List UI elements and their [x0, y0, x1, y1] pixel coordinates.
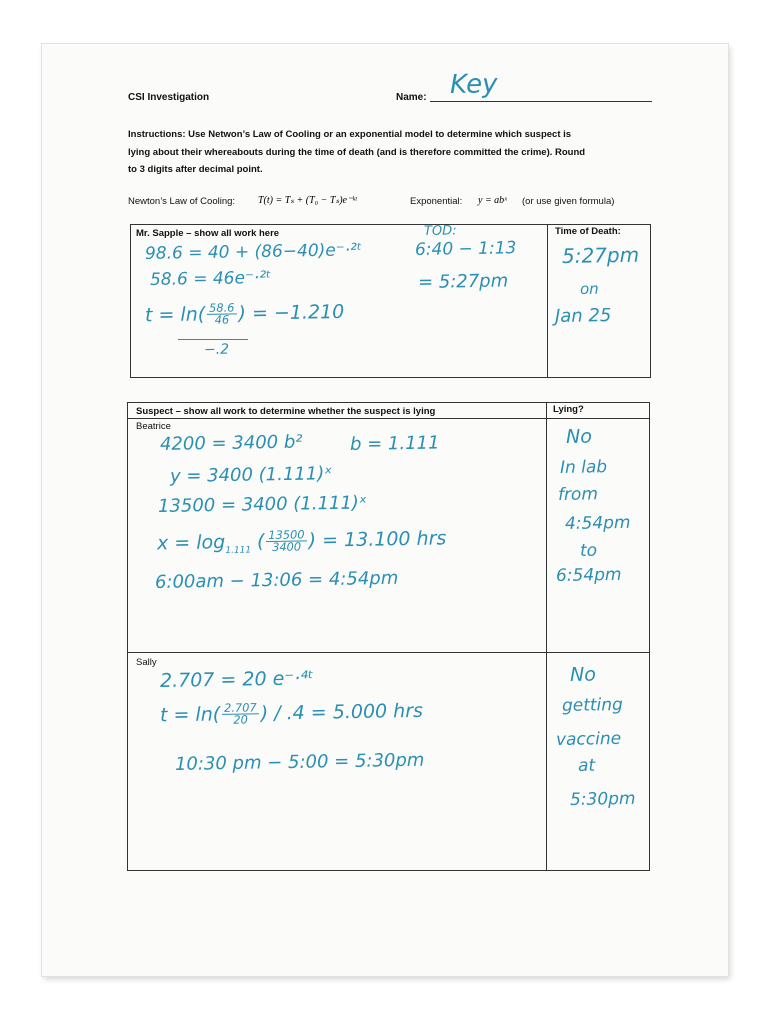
exponential-label: Exponential: [410, 196, 463, 207]
beatrice-lying-answer: No [565, 425, 593, 448]
suspects-header: Suspect – show all work to determine whether the suspect is lying [136, 406, 436, 417]
sally-reason-1: getting [561, 694, 624, 716]
sally-reason-2: vaccine [555, 728, 622, 750]
instructions-line-3: to 3 digits after decimal point. [128, 164, 263, 175]
sapple-table-divider [547, 224, 548, 377]
beatrice-work-line-4: $x = \log_{1.111}$ ( $\frac{13500}{3400}$ ) = 13.100 hrs [156, 527, 447, 557]
sally-reason-4: 5:30pm [569, 788, 636, 810]
time-of-death-header: Time of Death: [555, 226, 621, 237]
sapple-work-line-3: t = ln( $\frac{58.6}{46}$ ) = −1.210 [144, 300, 345, 328]
sally-work-line-2: t = ln( $\frac{2.707}{20}$ ) / .4 = 5.000 hrs [159, 699, 424, 728]
sapple-work-denominator: −.2 [203, 341, 230, 358]
tod-result: = 5:27pm [417, 270, 509, 293]
tod-label: TOD: [423, 223, 457, 239]
instructions-line-1: Instructions: Use Netwon’s Law of Cooling or an exponential model to determine which suspect is [128, 129, 572, 140]
sally-work-line-1: 2.707 = 20 e⁻·⁴ᵗ [159, 667, 314, 692]
instructions-line-2: lying about their whereabouts during the time of death (and is therefore committed the crime). Round [128, 147, 586, 158]
beatrice-work-line-2: y = 3400 (1.111)ˣ [169, 463, 333, 487]
name-value: Key [449, 69, 498, 100]
newton-label: Newton’s Law of Cooling: [128, 196, 236, 207]
sapple-fraction-bar [178, 339, 248, 340]
sally-lying-answer: No [569, 663, 597, 686]
tod-calculation: 6:40 − 1:13 [414, 238, 517, 260]
sapple-work-line-2: 58.6 = 46e⁻·²ᵗ [149, 267, 272, 290]
beatrice-work-line-5: 6:00am − 13:06 = 4:54pm [154, 567, 399, 593]
page-title: CSI Investigation [128, 92, 210, 103]
time-of-death-answer: 5:27pm [561, 242, 640, 268]
suspect-name-beatrice: Beatrice [136, 421, 171, 432]
suspects-row-divider [127, 652, 649, 653]
sally-reason-3: at [577, 755, 596, 776]
beatrice-reason-1: In lab [559, 457, 608, 478]
time-of-death-date: Jan 25 [554, 305, 612, 327]
beatrice-reason-5: 6:54pm [555, 564, 622, 586]
sapple-header: Mr. Sapple – show all work here [136, 228, 280, 239]
name-label: Name: [396, 92, 427, 103]
beatrice-reason-2: from [557, 484, 599, 505]
suspects-column-divider [546, 402, 547, 870]
newton-formula: T(t) = Tₛ + (T₀ − Tₛ)e⁻ᵏᵗ [258, 195, 357, 206]
time-of-death-on: on [579, 279, 599, 298]
name-underline [430, 101, 652, 102]
beatrice-work-line-1: 4200 = 3400 b² [159, 431, 303, 455]
lying-header: Lying? [553, 404, 584, 415]
exponential-note: (or use given formula) [522, 196, 615, 207]
beatrice-work-line-3: 13500 = 3400 (1.111)ˣ [157, 492, 368, 517]
suspect-name-sally: Sally [136, 657, 157, 668]
beatrice-reason-4: to [579, 540, 598, 561]
beatrice-work-b: b = 1.111 [349, 432, 440, 455]
sapple-work-line-1: 98.6 = 40 + (86−40)e⁻·²ᵗ [144, 240, 363, 264]
sally-work-line-3: 10:30 pm − 5:00 = 5:30pm [174, 749, 425, 775]
exponential-formula: y = abˣ [478, 195, 508, 206]
beatrice-reason-3: 4:54pm [564, 512, 631, 534]
